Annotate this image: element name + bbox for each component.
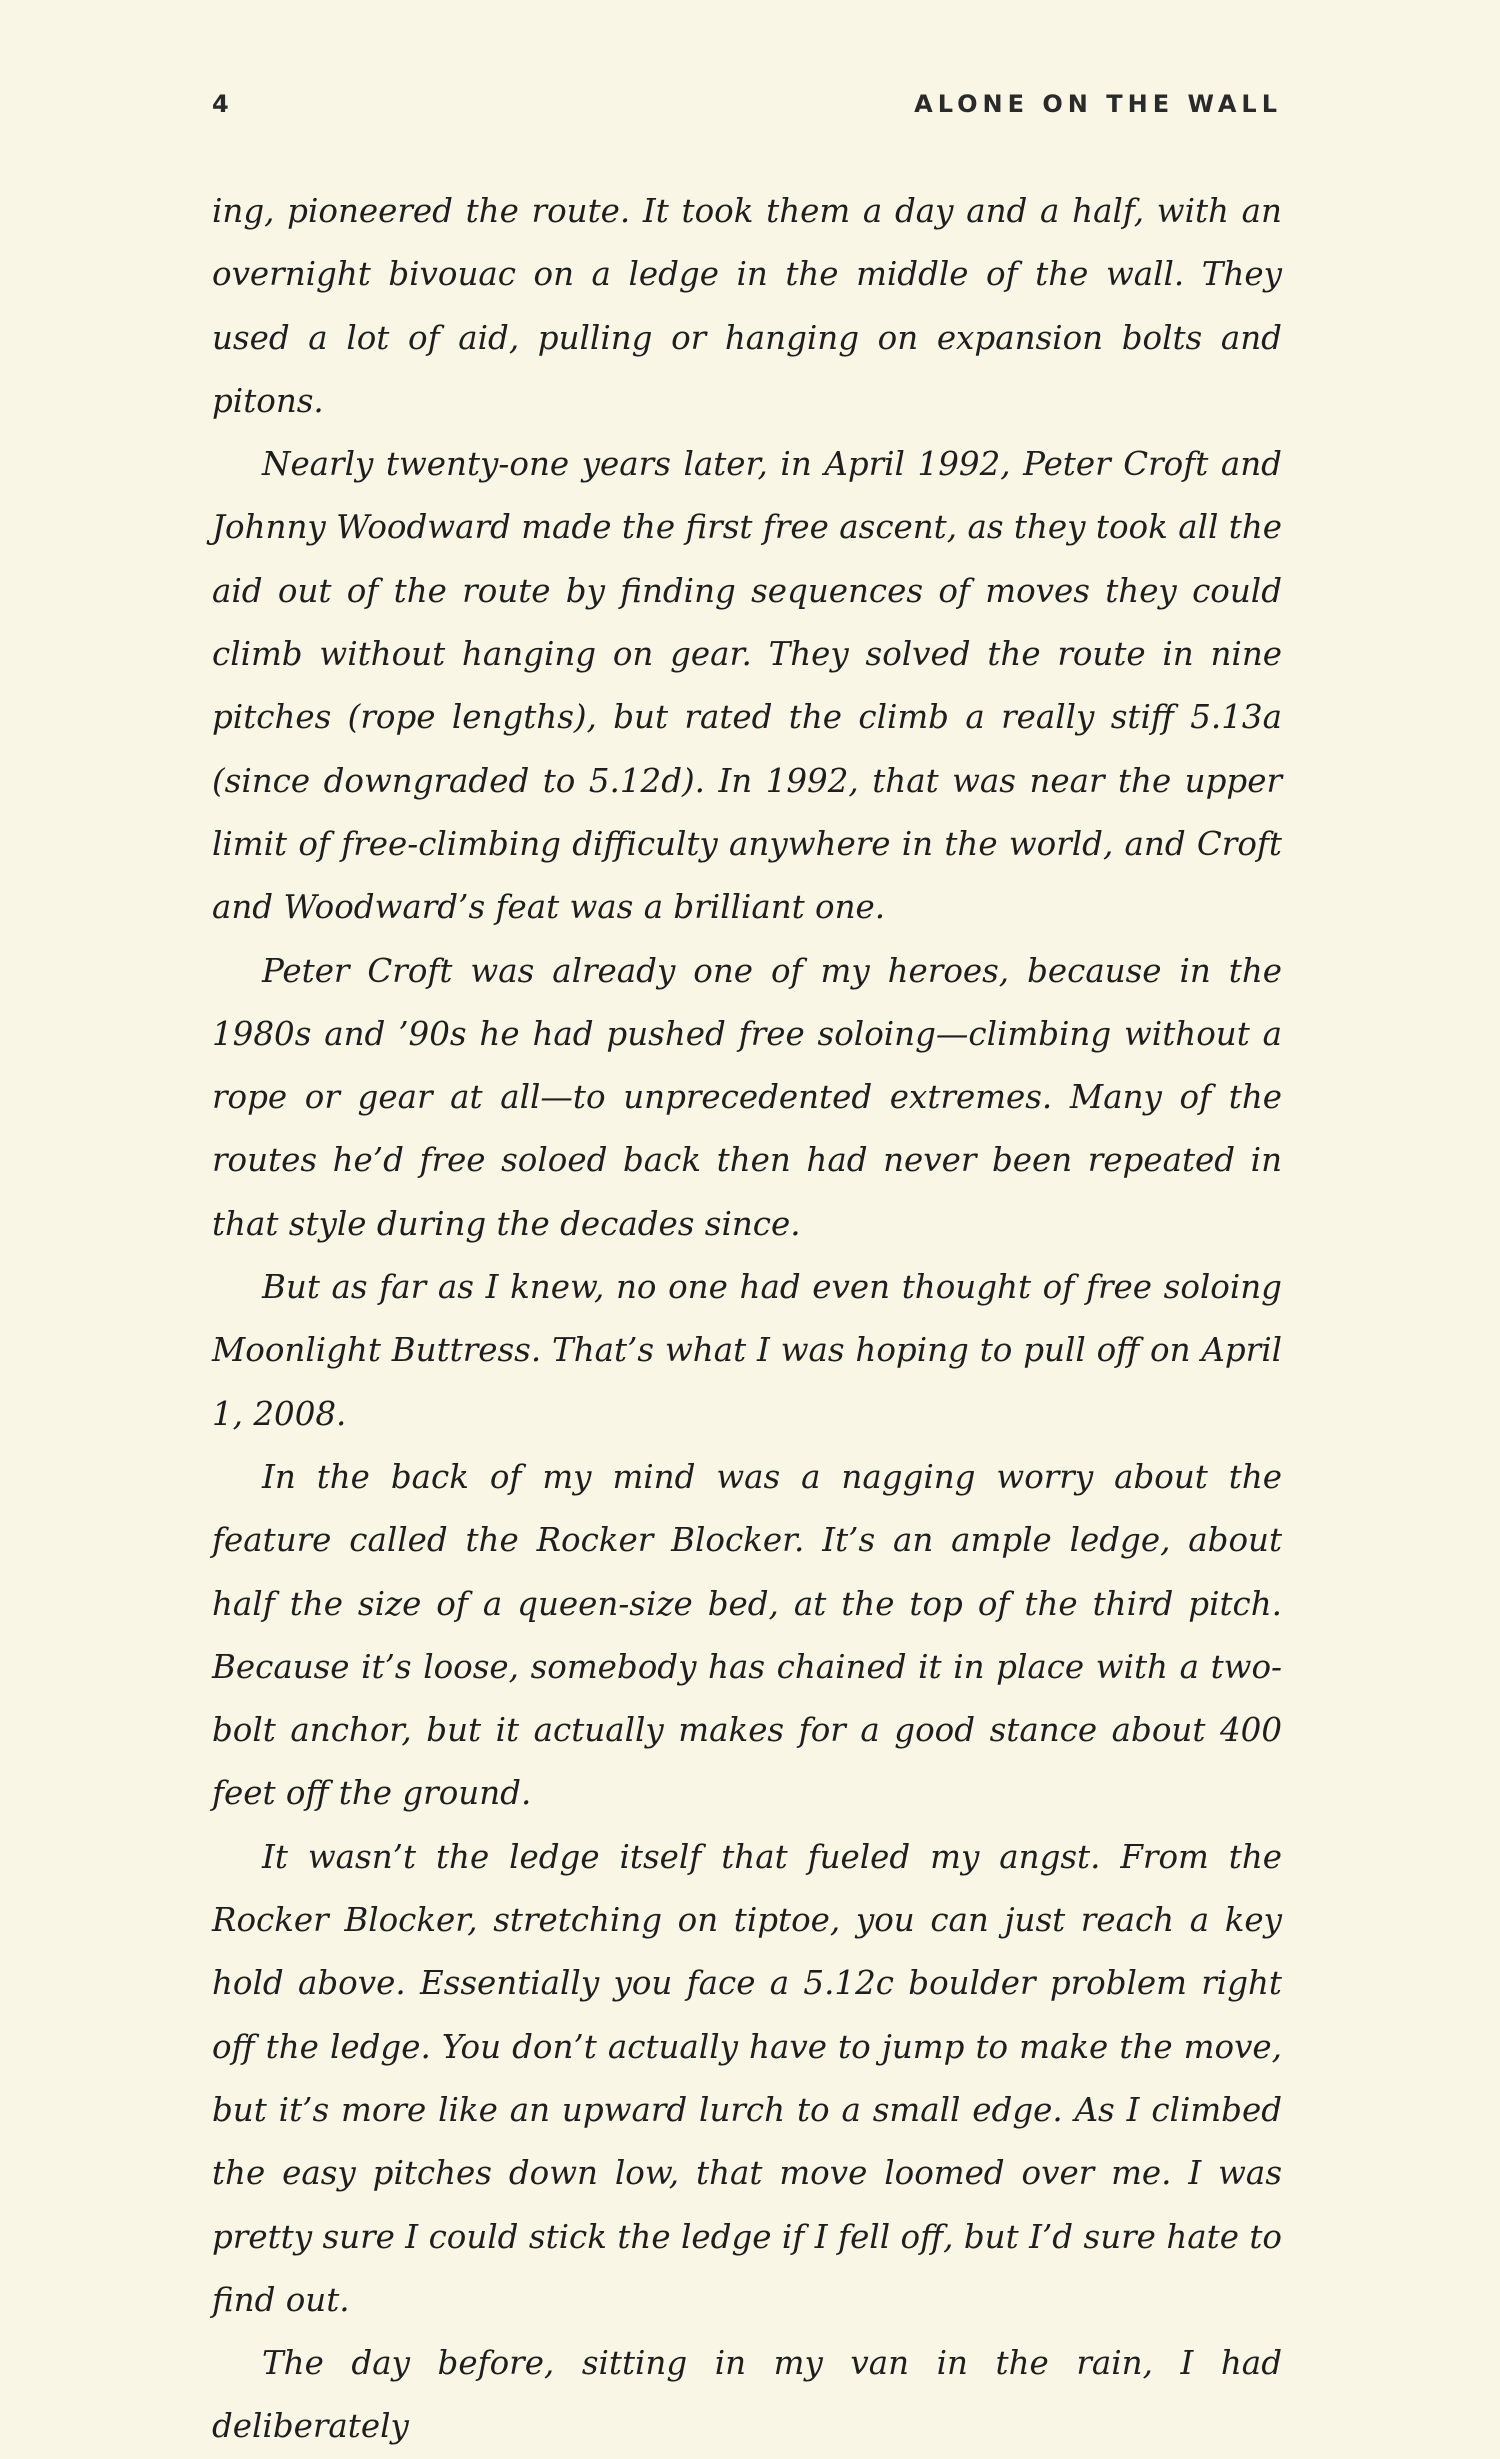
running-head — [212, 90, 1282, 130]
paragraph: Nearly twenty-one years later, in April 1992, Peter Croft and Johnny Woodward made the first free ascent, as they took all the aid out of the route by finding sequences of moves they could climb without hanging on gear. They solved the route in nine pitches (rope lengths), but rated the climb a really stiff 5.13a (since downgraded to 5.12d). In 1992, that was near the upper limit of free-climbing difficulty anywhere in the world, and Croft and Woodward’s feat was a brilliant one. — [212, 445, 1282, 927]
paragraph-continued: ing, pioneered the route. It took them a day and a half, with an overnight bivouac on a ledge in the middle of the wall. They used a lot of aid, pulling or hanging on expansion bolts and pitons. — [212, 192, 1282, 420]
book-title: ALONE ON THE WALL — [914, 90, 1282, 118]
paragraph: In the back of my mind was a nagging worry about the feature called the Rocker Blocker. It’s an ample ledge, about half the size of a queen-size bed, at the top of the third pitch. Because it’s loose, somebody has chained it in place with a two-bolt anchor, but it actually makes for a good stance about 400 feet off the ground. — [212, 1457, 1282, 1813]
paragraph: The day before, sitting in my van in the rain, I had deliberately — [212, 2344, 1282, 2446]
paragraph: It wasn’t the ledge itself that fueled my angst. From the Rocker Blocker, stretching on tiptoe, you can just reach a key hold above. Essentially you face a 5.12c boulder problem right off the ledge. You don’t actually have to jump to make the move, but it’s more like an upward lurch to a small edge. As I climbed the easy pitches down low, that move loomed over me. I was pretty sure I could stick the ledge if I fell off, but I’d sure hate to find out. — [212, 1837, 1282, 2319]
page-number: 4 — [212, 90, 230, 118]
paragraph: But as far as I knew, no one had even thought of free soloing Moonlight Buttress. That’s what I was hoping to pull off on April 1, 2008. — [212, 1268, 1282, 1433]
paragraph: Peter Croft was already one of my heroes, because in the 1980s and ’90s he had pushed free soloing—climbing without a rope or gear at all—to unprecedented extremes. Many of the routes he’d free soloed back then had never been repeated in that style during the decades since. — [212, 951, 1282, 1243]
body-text — [212, 180, 1282, 2459]
